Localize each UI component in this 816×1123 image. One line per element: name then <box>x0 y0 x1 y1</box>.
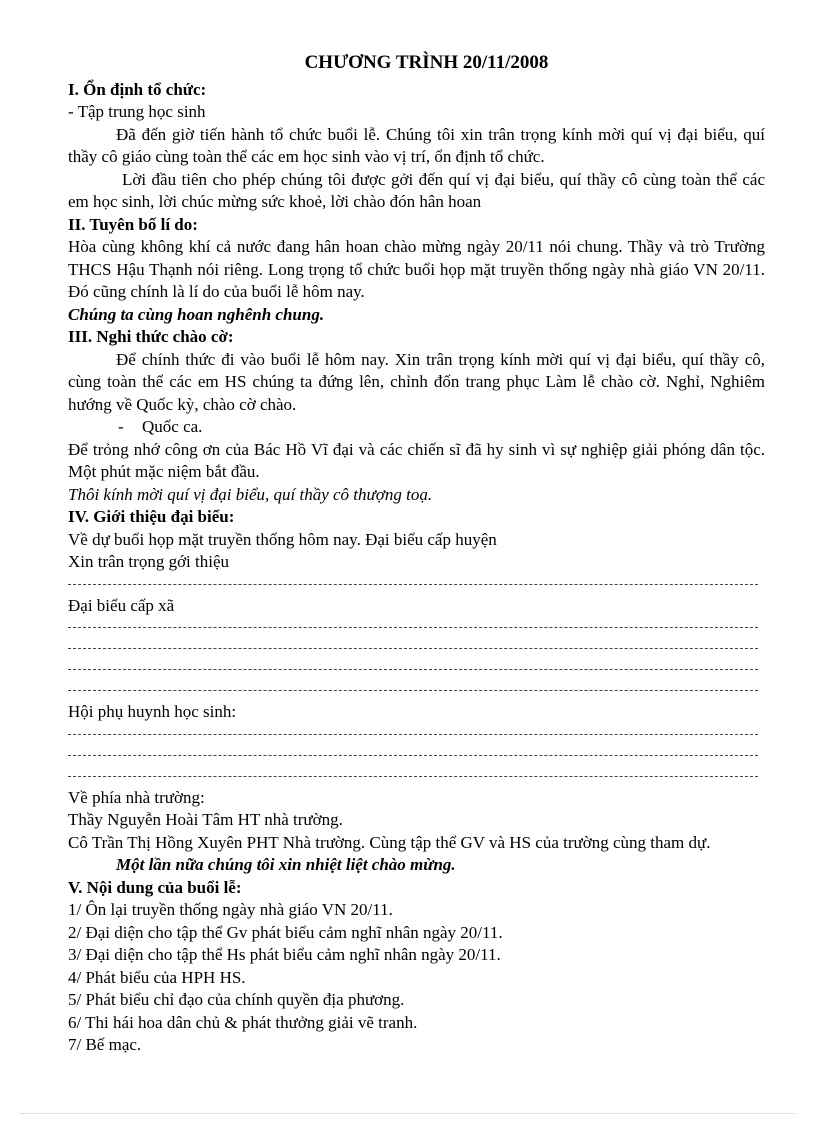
section-4-school-2: Cô Trần Thị Hồng Xuyên PHT Nhà trường. Cùng tập thể GV và HS của trường cùng tham dự. <box>68 832 711 852</box>
blank-line <box>68 659 758 670</box>
section-5-list <box>68 899 765 1057</box>
section-5-heading: V. Nội dung của buổi lễ: <box>68 877 242 897</box>
blank-line <box>68 680 758 691</box>
section-1-paragraph-1: Đã đến giờ tiến hành tổ chức buổi lễ. Chúng tôi xin trân trọng kính mời quí vị đại biểu, quí thầy cô giáo cùng toàn thể các em học sinh vào vị trí, ổn định tổ chức. <box>68 124 765 166</box>
section-2-paragraph: Hòa cùng không khí cả nước đang hân hoan chào mừng ngày 20/11 nói chung. Thầy và trò Trường THCS Hậu Thạnh nói riêng. Long trọng tổ chức buổi họp mặt truyền thống ngày nhà giáo VN 20/11. Đó cũng chính là lí do của buổi lễ hôm nay. <box>68 237 765 301</box>
section-3-paragraph: Để chính thức đi vào buổi lễ hôm nay. Xin trân trọng kính mời quí vị đại biểu, quí thầy cô, cùng toàn thể các em HS chúng ta đứng lên, chỉnh đốn trang phục Làm lễ chào cờ. Nghỉ, Nghiêm hướng về Quốc kỳ, chào cờ chào. <box>68 349 765 414</box>
page-title: CHƯƠNG TRÌNH 20/11/2008 <box>304 52 549 73</box>
document-page <box>68 52 765 1057</box>
list-item: 4/ Phát biểu của HPH HS. <box>68 967 246 987</box>
bullet-text: Quốc ca. <box>142 417 203 436</box>
section-4-line-2: Xin trân trọng gới thiệu <box>68 552 230 571</box>
blank-line <box>68 574 758 585</box>
section-3-bullet <box>68 416 765 439</box>
section-3-paragraph-2: Để trỏng nhớ công ơn của Bác Hồ Vĩ đại và các chiến sĩ đã hy sinh vì sự nghiệp giải phóng dân tộc. Một phút mặc niệm bắt đầu. <box>68 439 765 481</box>
list-item: 3/ Đại diện cho tập thể Hs phát biểu cảm nghĩ nhân ngày 20/11. <box>68 945 501 964</box>
blank-line <box>68 638 758 649</box>
page-bottom-divider <box>20 1113 796 1114</box>
list-item: 6/ Thi hái hoa dân chủ & phát thưởng giải vẽ tranh. <box>68 1012 418 1032</box>
section-1-line: - Tập trung học sinh <box>68 102 206 121</box>
section-4-xa-label: Đại biểu cấp xã <box>68 595 175 615</box>
list-item: 5/ Phát biểu chỉ đạo của chính quyền địa phương. <box>68 990 405 1009</box>
section-1-paragraph-2: Lời đầu tiên cho phép chúng tôi được gởi đến quí vị đại biểu, quí thầy cô cùng toàn thể các em học sinh, lời chúc mừng sức khoẻ, lời chào đón hân hoan <box>68 169 765 211</box>
section-4-closing: Một lần nữa chúng tôi xin nhiệt liệt chào mừng. <box>116 855 456 874</box>
blank-line <box>68 724 758 735</box>
section-4-hph-label: Hội phụ huynh học sinh: <box>68 702 237 721</box>
section-3-heading: III. Nghi thức chào cờ: <box>68 327 234 346</box>
section-4-heading: IV. Giới thiệu đại biểu: <box>68 507 235 526</box>
list-item: 1/ Ôn lại truyền thống ngày nhà giáo VN 20/11. <box>68 900 393 919</box>
list-item: 2/ Đại diện cho tập thể Gv phát biểu cảm nghĩ nhân ngày 20/11. <box>68 922 503 942</box>
bullet-dash: - <box>118 417 124 436</box>
section-2-heading: II. Tuyên bố lí do: <box>68 214 198 234</box>
section-4-line-1: Về dự buổi họp mặt truyền thống hôm nay. Đại biểu cấp huyện <box>68 529 497 549</box>
section-2-closing: Chúng ta cùng hoan nghênh chung. <box>68 304 325 324</box>
section-1-heading: I. Ổn định tổ chức: <box>68 79 207 99</box>
blank-line <box>68 766 758 777</box>
blank-line <box>68 745 758 756</box>
section-3-italic: Thôi kính mời quí vị đại biểu, quí thầy cô thượng toạ. <box>68 484 433 504</box>
section-4-school-1: Thầy Nguyễn Hoài Tâm HT nhà trường. <box>68 810 343 829</box>
section-4-school-label: Về phía nhà trường: <box>68 787 205 807</box>
blank-line <box>68 617 758 628</box>
list-item: 7/ Bế mạc. <box>68 1035 142 1054</box>
